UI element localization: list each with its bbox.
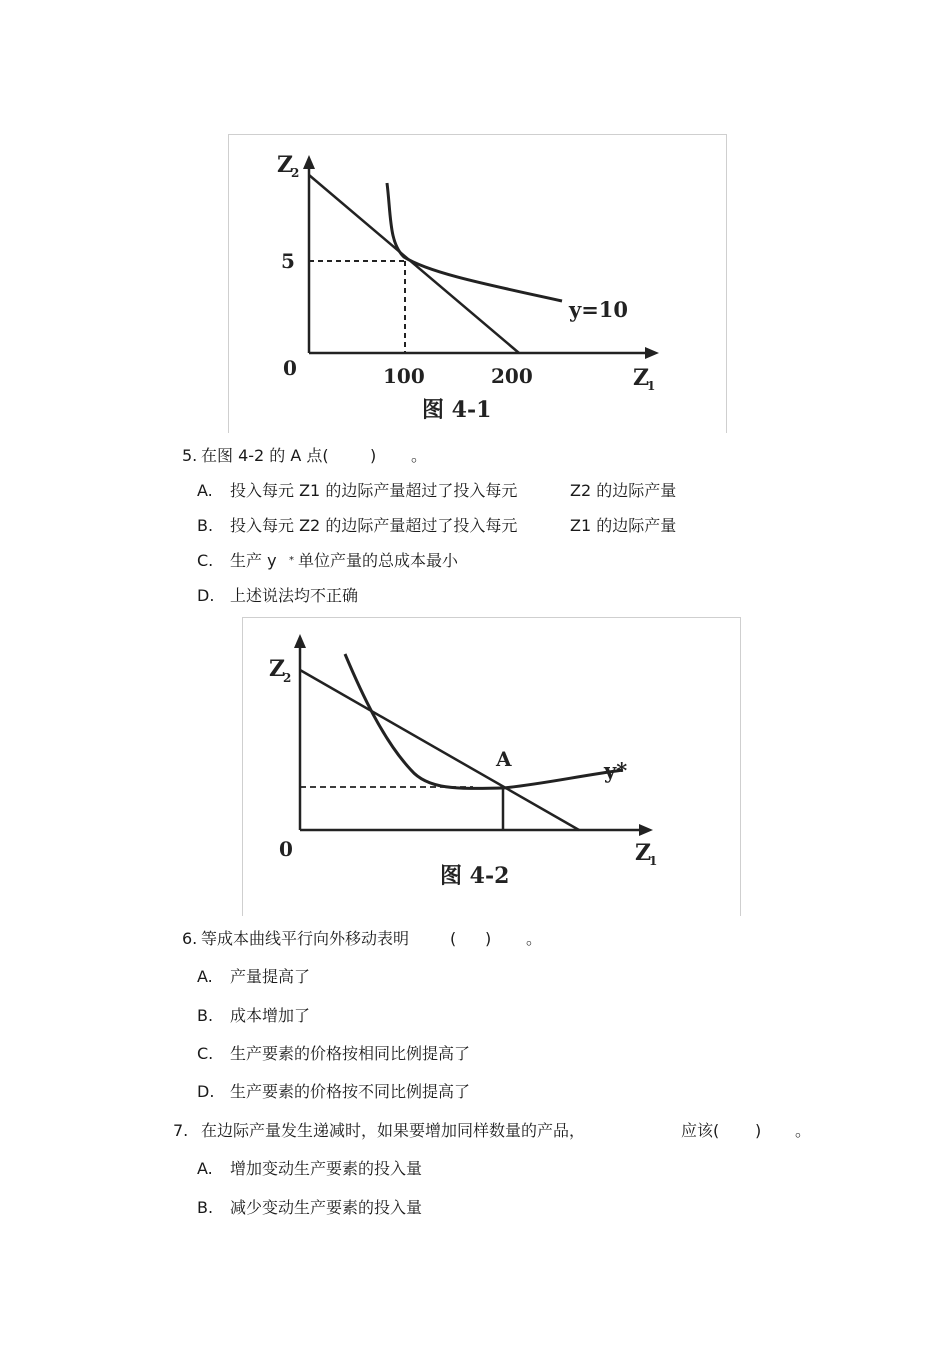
option-letter: C. xyxy=(197,1044,214,1063)
origin-label: 0 xyxy=(279,837,293,861)
option-letter: A. xyxy=(197,481,213,500)
option-text: 投入每元 Z1 的边际产量超过了投入每元 xyxy=(230,481,518,500)
curve-label: y=10 xyxy=(569,297,629,322)
option-text: 增加变动生产要素的投入量 xyxy=(230,1159,423,1178)
option-text: 上述说法均不正确 xyxy=(230,586,359,605)
question-text: 等成本曲线平行向外移动表明 xyxy=(201,929,410,948)
question-paren-close: ) xyxy=(370,446,377,465)
figure-caption: 图 4-2 xyxy=(440,863,510,889)
question-number: 7. xyxy=(173,1121,189,1140)
x-axis-label-sub: 1 xyxy=(649,854,658,868)
x-axis-label: Z xyxy=(635,840,652,866)
option-text: 生产要素的价格按不同比例提高了 xyxy=(230,1082,471,1101)
origin-label: 0 xyxy=(283,356,297,380)
question-paren-close: ) xyxy=(485,929,492,948)
isoquant-curve xyxy=(387,183,562,301)
option-text: 生产要素的价格按相同比例提高了 xyxy=(230,1044,471,1063)
y-axis-label: Z xyxy=(277,152,294,178)
question-answer-lead: 应该( xyxy=(681,1121,720,1140)
question-end-mark: 。 xyxy=(526,929,543,948)
option-letter: B. xyxy=(197,516,214,535)
question-end-mark: 。 xyxy=(411,446,428,465)
figure-caption: 图 4-1 xyxy=(422,397,492,423)
option-superscript: * xyxy=(289,555,294,566)
option-letter: D. xyxy=(197,586,215,605)
option-text: 减少变动生产要素的投入量 xyxy=(230,1198,423,1217)
option-text: 产量提高了 xyxy=(230,967,311,986)
x-tick-label-100: 100 xyxy=(383,364,425,388)
point-label: A xyxy=(496,747,512,771)
y-axis-label-sub: 2 xyxy=(283,671,292,685)
figure-4-1 xyxy=(228,134,727,433)
option-letter: C. xyxy=(197,551,214,570)
figure-4-2-diagram xyxy=(243,618,740,916)
curve-label: y* xyxy=(604,758,628,783)
option-letter: D. xyxy=(197,1082,215,1101)
x-axis-label: Z xyxy=(633,365,650,391)
option-text: 生产 y xyxy=(230,551,277,570)
option-letter: A. xyxy=(197,967,213,986)
question-number: 6. xyxy=(182,929,198,948)
figure-4-1-diagram xyxy=(229,135,726,433)
option-text-tail: Z1 的边际产量 xyxy=(570,516,677,535)
question-text: 在图 4-2 的 A 点( xyxy=(201,446,329,465)
isocost-line xyxy=(309,175,519,353)
isocost-line xyxy=(300,670,579,830)
option-text: 成本增加了 xyxy=(230,1006,311,1025)
option-letter: B. xyxy=(197,1006,214,1025)
option-text-tail: Z2 的边际产量 xyxy=(570,481,677,500)
y-axis-label: Z xyxy=(269,656,286,682)
x-axis-arrow-icon xyxy=(645,347,659,359)
option-letter: B. xyxy=(197,1198,214,1217)
question-number: 5. xyxy=(182,446,198,465)
question-paren-close: ) xyxy=(755,1121,762,1140)
x-axis-label-sub: 1 xyxy=(647,379,656,393)
y-axis-arrow-icon xyxy=(303,155,315,169)
y-tick-label: 5 xyxy=(281,249,295,273)
x-axis-arrow-icon xyxy=(639,824,653,836)
option-text-tail: 单位产量的总成本最小 xyxy=(298,551,459,570)
question-end-mark: 。 xyxy=(795,1121,812,1140)
y-axis-label-sub: 2 xyxy=(291,166,300,180)
option-letter: A. xyxy=(197,1159,213,1178)
isoquant-curve xyxy=(345,654,623,788)
option-text: 投入每元 Z2 的边际产量超过了投入每元 xyxy=(230,516,518,535)
figure-4-2 xyxy=(242,617,741,916)
question-paren-open: ( xyxy=(450,929,457,948)
question-text: 在边际产量发生递减时，如果要增加同样数量的产品， xyxy=(201,1121,586,1140)
y-axis-arrow-icon xyxy=(294,634,306,648)
x-tick-label-200: 200 xyxy=(491,364,533,388)
